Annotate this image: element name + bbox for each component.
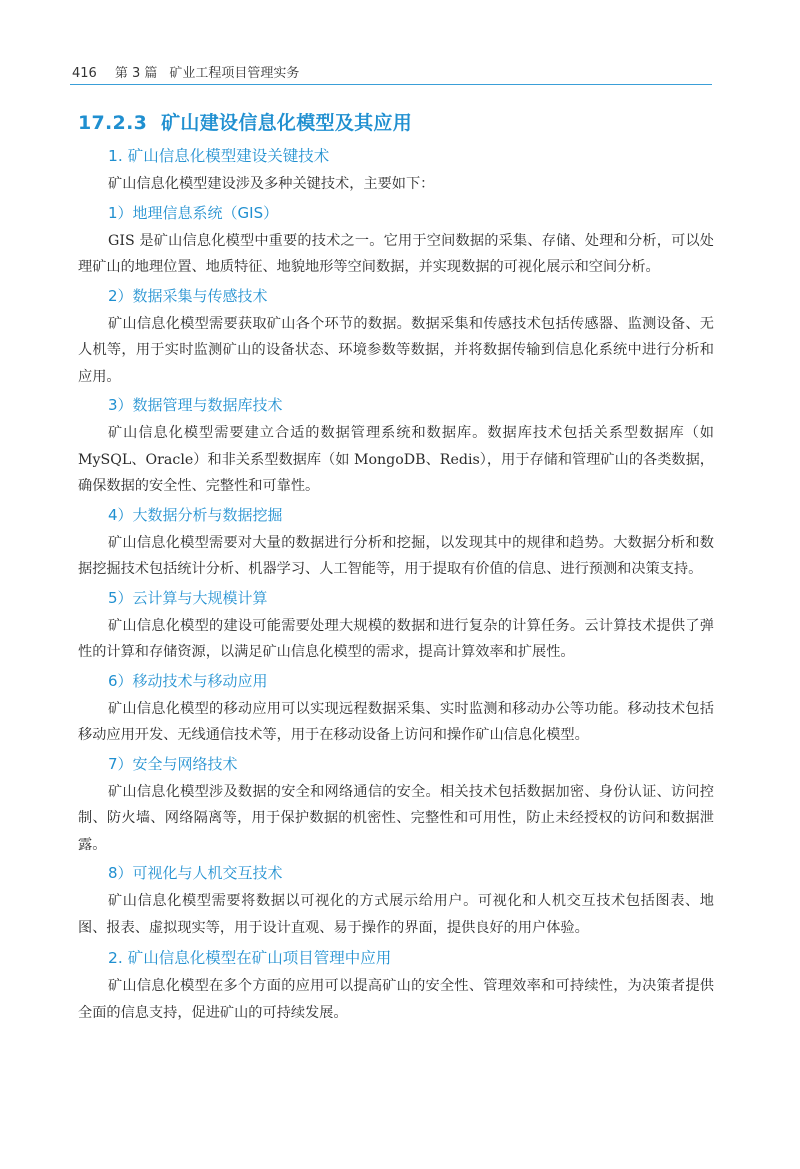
item-text: GIS 是矿山信息化模型中重要的技术之一。它用于空间数据的采集、存储、处理和分析，可以处理矿山的地理位置、地质特征、地貌地形等空间数据，并实现数据的可视化展示和空间分析。 xyxy=(78,232,714,275)
item-heading: 1）地理信息系统（GIS） xyxy=(108,203,279,222)
item-block-1 xyxy=(78,202,714,281)
part1-heading: 1. 矿山信息化模型建设关键技术 xyxy=(108,147,330,165)
item-block-6 xyxy=(78,670,714,749)
item-text: 矿山信息化模型涉及数据的安全和网络通信的安全。相关技术包括数据加密、身份认证、访问控制、防火墙、网络隔离等，用于保护数据的机密性、完整性和可用性，防止未经授权的访问和数据泄露。 xyxy=(78,783,714,853)
page-body xyxy=(78,108,714,1026)
header-rule xyxy=(70,84,712,85)
item-text: 矿山信息化模型需要将数据以可视化的方式展示给用户。可视化和人机交互技术包括图表、地图、报表、虚拟现实等，用于设计直观、易于操作的界面，提供良好的用户体验。 xyxy=(78,893,714,936)
part2-heading: 2. 矿山信息化模型在矿山项目管理中应用 xyxy=(108,949,392,967)
part-title: 矿业工程项目管理实务 xyxy=(169,66,300,81)
item-block-8 xyxy=(78,862,714,941)
item-heading: 5）云计算与大规模计算 xyxy=(108,588,268,607)
part1-intro: 矿山信息化模型建设涉及多种关键技术，主要如下： xyxy=(108,176,435,192)
item-heading: 8）可视化与人机交互技术 xyxy=(108,864,283,882)
item-text: 矿山信息化模型需要建立合适的数据管理系统和数据库。数据库技术包括关系型数据库（如 MySQL、Oracle）和非关系型数据库（如 MongoDB、Redis），用于存储和管理矿山的各类数据，确保数据的安全性、完整性和可靠性。 xyxy=(78,425,714,494)
item-block-3 xyxy=(78,394,714,500)
item-heading: 3）数据管理与数据库技术 xyxy=(108,396,283,414)
page-number: 416 xyxy=(72,66,97,81)
part-label: 第 3 篇 xyxy=(114,66,158,81)
item-heading: 7）安全与网络技术 xyxy=(108,754,238,773)
section-title-text: 矿山建设信息化模型及其应用 xyxy=(161,112,413,134)
item-text: 矿山信息化模型需要对大量的数据进行分析和挖掘，以发现其中的规律和趋势。大数据分析和数据挖掘技术包括统计分析、机器学习、人工智能等，用于提取有价值的信息、进行预测和决策支持。 xyxy=(78,534,714,577)
item-text: 矿山信息化模型的移动应用可以实现远程数据采集、实时监测和移动办公等功能。移动技术包括移动应用开发、无线通信技术等，用于在移动设备上访问和操作矿山信息化模型。 xyxy=(78,700,714,743)
item-text: 矿山信息化模型的建设可能需要处理大规模的数据和进行复杂的计算任务。云计算技术提供了弹性的计算和存储资源，以满足矿山信息化模型的需求，提高计算效率和扩展性。 xyxy=(78,617,714,660)
item-text: 矿山信息化模型需要获取矿山各个环节的数据。数据采集和传感技术包括传感器、监测设备、无人机等，用于实时监测矿山的设备状态、环境参数等数据，并将数据传输到信息化系统中进行分析和应用。 xyxy=(78,315,714,385)
item-block-7 xyxy=(78,753,714,859)
part2-text: 矿山信息化模型在多个方面的应用可以提高矿山的安全性、管理效率和可持续性，为决策者提供全面的信息支持，促进矿山的可持续发展。 xyxy=(78,978,714,1021)
section-title xyxy=(78,108,714,135)
item-heading: 6）移动技术与移动应用 xyxy=(108,671,268,690)
item-block-4 xyxy=(78,504,714,583)
item-block-2 xyxy=(78,285,714,391)
section-number: 17.2.3 xyxy=(78,112,148,134)
item-block-5 xyxy=(78,587,714,666)
running-header xyxy=(72,62,712,81)
item-heading: 2）数据采集与传感技术 xyxy=(108,286,268,305)
item-heading: 4）大数据分析与数据挖掘 xyxy=(108,505,283,524)
